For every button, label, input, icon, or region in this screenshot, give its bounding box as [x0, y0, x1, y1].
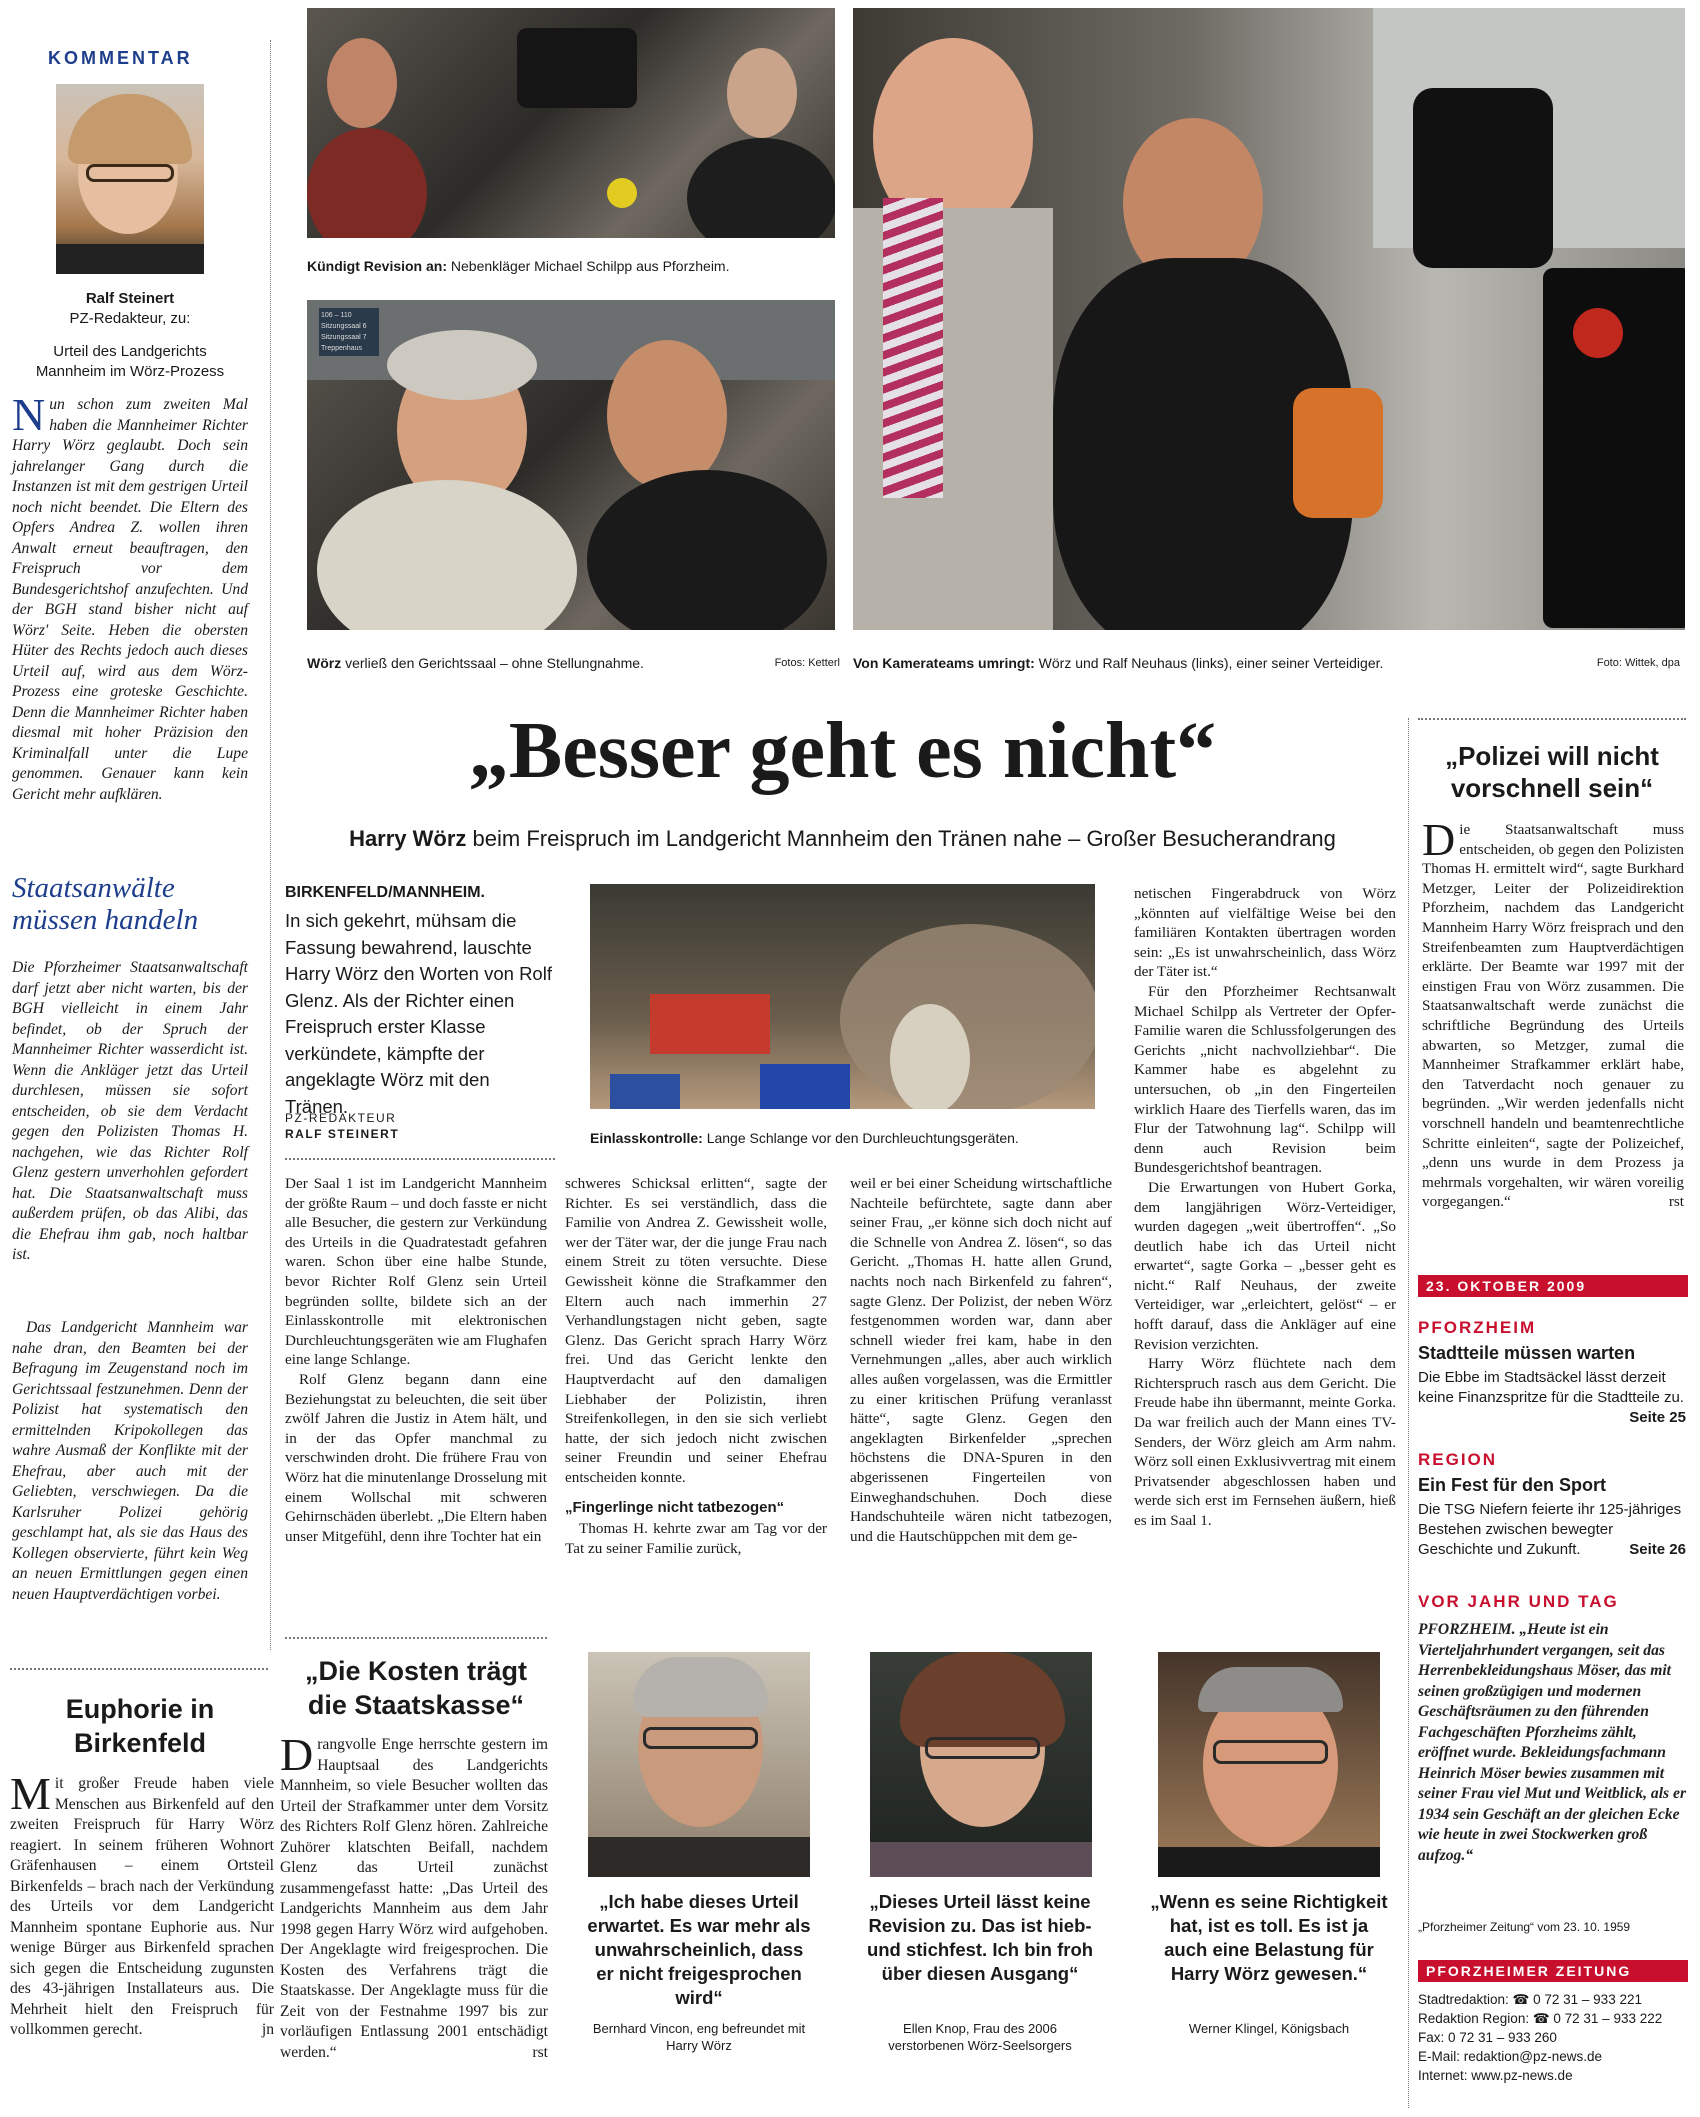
photo-credit-3: Foto: Wittek, dpa — [1596, 657, 1680, 669]
quote-knop-author: Ellen Knop, Frau des 2006 verstorbenen Wörz-Seelsorgers — [888, 2021, 1072, 2053]
divider — [285, 1637, 547, 1639]
main-dateline: BIRKENFELD/MANNHEIM. — [285, 884, 485, 901]
divider — [10, 1668, 268, 1670]
main-subhead: Harry Wörz beim Freispruch im Landgericht Mannheim den Tränen nahe – Großer Besucherandrang — [349, 826, 1336, 851]
photo-caption-center: Einlasskontrolle: Lange Schlange vor den Durchleuchtungsgeräten. — [590, 1130, 1019, 1146]
sidebar-text-1: Die Ebbe im Stadtsäckel lässt derzeit keine Finanzspritze für die Stadtteile zu. Seite 25 — [1418, 1369, 1686, 1426]
comment-subtext-2: Das Landgericht Mannheim war nahe dran, den Beamten bei der Befragung im Zeugenstand noch im Gerichtssaal festzunehmen. Denn der Polizist hat systematisch den ermittelnden Kripokollegen das wahre Ausmaß der Konflikte mit der Ehefrau, aber auch mit der Geliebten, verschwiegen. Da die Karlsruher Polizei gehörig geschlampt hat, als sie das Haus des Kollegen observierte, führt kein Weg an neuen Ermittlungen gegen einen neuen Hauptverdächtigen vorbei. — [12, 1319, 248, 1603]
portrait-knop — [870, 1652, 1092, 1877]
polizei-body: Die Staatsanwaltschaft muss entscheiden, ob gegen den Polizisten Thomas H. ermittelt wird“, sagte Burkhard Metzger, Leiter der Polizeidirektion Pforzheim, nachdem das Landgericht Mannheim Harry Wörz freisprach und den Streifenbeamten zum Hauptverdächtigen erklärte. Der Beamte war 1997 mit der einstigen Frau von Wörz zusammen. Die Staatsanwaltschaft werde zunächst die schriftliche Begründung des Urteils abwarten, so Metzger, zumal die Mannheimer Strafkammer erklärt habe, den Tatverdacht noch genauer zu begründen. „Wir werden jedenfalls nicht vorschnell handeln und beamtenrechtliche Schritte einleiten“, sagte der Polizeichef, „denn uns wurde in dem Prozess ja mehrmals vorgehalten, wir wären voreilig vorgegangen.“ rst — [1422, 814, 1684, 1211]
euphorie-headline: Euphorie in Birkenfeld — [65, 1694, 215, 1758]
kosten-headline: „Die Kosten trägt die Staatskasse“ — [304, 1656, 528, 1720]
signature: rst — [1668, 1193, 1684, 1211]
divider — [270, 40, 271, 1650]
main-headline: „Besser geht es nicht“ — [468, 707, 1217, 795]
photo-camera-teams — [853, 8, 1685, 630]
divider — [285, 1158, 555, 1160]
author-portrait — [56, 84, 204, 274]
portrait-klingel — [1158, 1652, 1380, 1877]
main-col-3: weil er bei einer Scheidung wirtschaftliche Nachteile befürchtete, sagte dann aber seiner Frau, „er könne sich doch nicht auf die Schnelle von Andrea Z. lösen“, so das Gericht. „Thomas H. hatte allen Grund, nachts noch nach Birkenfeld zu fahren“, sagte Glenz. Der Polizist, der neben Wörz festgenommen worden war, dann aber schnell wieder frei kam, habe in den Vernehmungen „alles, aber auch wirklich alles außen vorgelassen, was die Ermittler zu einer kritischen Prüfung veranlasst hätte“, sagte Glenz. Gegen den angeklagten Birkenfelder „sprechen höchstens die DNA-Spuren in den abgerissenen Fingerteilen von Einweghandschuhen. Doch diese Handschuhteile wären nicht tatbezogen, und die Hautschüppchen mit dem ge- — [850, 1175, 1112, 1545]
contact-line: Stadtredaktion: ☎ 0 72 31 – 933 221 — [1418, 1992, 1642, 2007]
sidebar-text-3: PFORZHEIM. „Heute ist ein Vierteljahrhundert vergangen, seit das Herrenbekleidungshaus Möser, das mit seinen großzügigen und modernen Geschäftsräumen zu den führenden Fachgeschäften Pforzheims zählt, eröffnet wurde. Bekleidungsfachmann Heinrich Möser bewies zusammen mit seiner Frau viel Mut und Weitblick, als er 1934 sein Geschäft an der gleichen Ecke wie heute in zwei Stockwerken groß aufzog.“ — [1418, 1621, 1687, 1864]
contact-website[interactable]: Internet: www.pz-news.de — [1418, 2068, 1573, 2083]
contact-line: Fax: 0 72 31 – 933 260 — [1418, 2030, 1557, 2045]
portrait-vincon — [588, 1652, 810, 1877]
date-bar: 23. OKTOBER 2009 — [1418, 1275, 1688, 1297]
main-lead: In sich gekehrt, mühsam die Fassung bewahrend, lauschte Harry Wörz den Worten von Rolf Glenz. Als der Richter einen Freispruch erster Klasse verkündete, kämpfte der angeklagte Wörz mit den Tränen. — [285, 910, 552, 1117]
signature: rst — [532, 2043, 548, 2061]
photo-einlasskontrolle — [590, 884, 1095, 1109]
byline-name: RALF STEINERT — [285, 1127, 400, 1141]
kosten-dropcap: D — [280, 1729, 314, 1780]
comment-subtext-1: Die Pforzheimer Staatsanwaltschaft darf jetzt aber nicht warten, bis der BGH vielleicht in einem Jahr befindet, ob der Spruch der Mannheimer Richter wasserdicht ist. Wenn die Ankläger jetzt das Urteil durchlesen, müssen sie sofort entscheiden, ob sie dem Verdacht gegen den Polizisten Thomas H. nachgehen, wie das Richter Rolf Glenz gestern unverhohlen gefordert hat. Die Staatsanwaltschaft muss außerdem prüfen, ob das Alibi, das die Ehefrau ihm gab, noch haltbar ist. — [12, 959, 248, 1263]
divider — [1418, 718, 1686, 720]
photo-schilpp — [307, 8, 835, 238]
author-role: PZ-Redakteur, zu: — [69, 310, 191, 327]
quote-vincon-author: Bernhard Vincon, eng befreundet mit Harry Wörz — [592, 2021, 806, 2053]
sidebar-text-2: Die TSG Niefern feierte ihr 125-jähriges Bestehen zwischen bewegter Geschichte und Zukunft. Seite 26 — [1418, 1501, 1686, 1558]
quote-knop: „Dieses Urteil lässt keine Revision zu. Das ist hieb- und stichfest. Ich bin froh über diesen Ausgang“ — [866, 1891, 1094, 1984]
photo-woerz-leaving — [307, 300, 835, 630]
euphorie-body: Mit großer Freude haben viele Menschen aus Birkenfeld auf den zweiten Freispruch für Harry Wörz reagiert. In seinem früheren Wohnort Gräfenhausen – einem Ortsteil Birkenfelds – brach nach der Verkündung des Urteils vor dem Landgericht Mannheim spontane Euphorie aus. Nur wenige Bürger aus Birkenfeld sprachen sich gegen die Entscheidung zugunsten des 43-jährigen Installateurs aus. Die Mehrheit hielt den Freispruch für vollkommen gerecht. jn — [10, 1774, 274, 2041]
sidebar-kicker-vor-jahr: VOR JAHR UND TAG — [1418, 1592, 1619, 1611]
divider — [1408, 718, 1409, 2108]
photo-caption-3: Von Kamerateams umringt: Wörz und Ralf Neuhaus (links), einer seiner Verteidiger. — [853, 655, 1384, 671]
kommentar-label: KOMMENTAR — [48, 48, 193, 68]
byline-role: PZ-REDAKTEUR — [285, 1111, 397, 1125]
quote-klingel: „Wenn es seine Richtigkeit hat, ist es toll. Es ist ja auch eine Belastung für Harry Wörz gewesen.“ — [1150, 1891, 1388, 1984]
contact-block — [1418, 1990, 1686, 2085]
sidebar-kicker-region: REGION — [1418, 1450, 1498, 1469]
contact-email[interactable]: E-Mail: redaktion@pz-news.de — [1418, 2049, 1603, 2064]
photo-caption-1: Kündigt Revision an: Nebenkläger Michael Schilpp aus Pforzheim. — [307, 258, 730, 274]
sidebar-page-link[interactable]: Seite 25 — [1629, 1409, 1686, 1426]
main-col-2: schweres Schicksal erlitten“, sagte der Richter. Es sei verständlich, dass die Familie von Andrea Z. Gewissheit wolle, wer der Täter war, der die junge Frau nach einem Streit zu töten versuchte. Diese Gewissheit könne die Strafkammer den Eltern auch nach immerhin 27 Verhandlungstagen nicht geben, sagte Glenz. Das Gericht sprach Harry Wörz frei. Und das Gericht lenkte den Hauptverdacht auf den damaligen Liebhaber der Polizistin, ihren Streifenkollegen, in den sie sich verliebt hatte, der sich jedoch nicht zwischen seiner Freundin und seiner Ehefrau entscheiden konnte. „Fingerlinge nicht tatbezogen“ Thomas H. kehrte zwar am Tag vor der Tat zu seiner Familie zurück, — [565, 1175, 827, 1557]
quote-klingel-author: Werner Klingel, Königsbach — [1188, 2021, 1350, 2036]
sidebar-kicker-pforzheim: PFORZHEIM — [1418, 1318, 1537, 1337]
contact-line: Redaktion Region: ☎ 0 72 31 – 933 222 — [1418, 2011, 1663, 2026]
author-name: Ralf Steinert — [85, 290, 175, 307]
col2-subhead: „Fingerlinge nicht tatbezogen“ — [565, 1498, 785, 1516]
sidebar-source-3: „Pforzheimer Zeitung“ vom 23. 10. 1959 — [1418, 1920, 1631, 1934]
main-col-4: netischen Fingerabdruck von Wörz „könnten auf vielfältige Weise bei den familiären Kontakten übertragen worden sein: „Es ist unwahrscheinlich, dass Wörz der Täter ist.“ Für den Pforzheimer Rechtsanwalt Michael Schilpp als Vertreter der Opfer-Familie waren die Schlussfolgerungen des Gerichts „nicht nachvollziehbar“. Die Kammer habe es abgelehnt zu untersuchen, ob „in den Fingerteilen wirklich Haare des Tierfells waren, das im Flur der Tatwohnung lag“. Schilpp will denn auch Revision beim Bundesgerichtshof beantragen. Die Erwartungen von Hubert Gorka, dem langjährigen Wörz-Verteidiger, wurden dagegen „weit übertroffen“. „So deutlich habe ich das Urteil nicht erwartet“, sagte Gorka – „besser geht es nicht.“ Ralf Neuhaus, der zweite Verteidiger, war „erleichtert, gelöst“ – er hofft darauf, dass die Ankläger auf eine Revision verzichten. Harry Wörz flüchtete nach dem Richterspruch rasch aus dem Gericht. Die Freude habe ihn übermannt, meinte Gorka. Da war freilich auch der Mann eines TV-Senders, der Wörz gleich am Arm nahm. Wörz soll einen Exklusivvertrag mit einem Privatsender abgeschlossen haben und werde sich erst im Fernsehen äußern, hieß es im Saal 1. — [1134, 885, 1396, 1529]
comment-subhead: Staatsanwälte müssen handeln — [12, 872, 199, 936]
polizei-dropcap: D — [1422, 814, 1456, 865]
photo-credit-2: Fotos: Ketterl — [774, 657, 840, 669]
comment-topic: Urteil des Landgerichts Mannheim im Wörz-Prozess — [35, 343, 225, 380]
euphorie-dropcap: M — [10, 1768, 51, 1819]
quote-vincon: „Ich habe dieses Urteil erwartet. Es war mehr als unwahrscheinlich, dass er nicht freigesprochen wird“ — [587, 1891, 811, 2008]
photo-caption-2: Wörz verließ den Gerichtssaal – ohne Stellungnahme. — [307, 655, 644, 671]
sidebar-head-1: Stadtteile müssen warten — [1418, 1343, 1636, 1363]
courtroom-sign: 106 – 110 Sitzungssaal 6 Sitzungssaal 7 Treppenhaus — [319, 308, 379, 356]
signature: jn — [261, 2021, 274, 2038]
sidebar-page-link[interactable]: Seite 26 — [1629, 1541, 1686, 1558]
comment-dropcap: N — [12, 389, 46, 440]
main-col-1: Der Saal 1 ist im Landgericht Mannheim der größte Raum – und doch fasste er nicht alle Besucher, die gestern zur Verkündung des Urteils in die Quadratestadt gefahren waren. Schon über eine halbe Stunde, bevor Richter Rolf Glenz sein Urteil begründen sollte, bildete sich an der Einlasskontrolle mit elektronischen Durchleuchtungsgeräten wie am Flughafen eine lange Schlange. Rolf Glenz begann dann eine Beziehungstat zu beleuchten, die seit über zwölf Jahren die Justiz in Atem hält, und in der das Opfer manchmal zu verschwinden droht. Die frühere Frau von Wörz hat die minutenlange Drosselung mit einem Wollschal mit schweren Gehirnschäden überlebt. „Die Eltern haben unser Mitgefühl, denn ihre Tochter hat ein — [285, 1175, 547, 1545]
sidebar-head-2: Ein Fest für den Sport — [1418, 1475, 1607, 1495]
pz-label-bar: PFORZHEIMER ZEITUNG — [1418, 1960, 1688, 1982]
kosten-body: Drangvolle Enge herrschte gestern im Hauptsaal des Landgerichts Mannheim, so viele Besucher wollten das Urteil der Strafkammer unter dem Vorsitz des Richters Rolf Glenz hören. Zahlreiche Zuhörer klatschten Beifall, nachdem Glenz das Urteil zunächst zusammengefasst hatte: „Das Urteil des Landgerichts Mannheim aus dem Jahr 1998 gegen Harry Wörz wird aufgehoben. Der Angeklagte wird freigesprochen. Die Kosten des Verfahrens trägt die Staatskasse. Der Angeklagte muss für die Zeit von der Festnahme 1997 bis zur vorläufigen Entlassung 2001 entschädigt werden.“ rst — [280, 1735, 548, 2063]
comment-body: Nun schon zum zweiten Mal haben die Mannheimer Richter Harry Wörz geglaubt. Doch sein jahrelanger Gang durch die Instanzen ist mit dem gestrigen Urteil noch nicht beendet. Die Eltern des Opfers Andrea Z. wollen ihren Anwalt erneut beauftragen, den Freispruch vor dem Bundesgerichtshof anzufechten. Und der BGH stand bisher nicht auf Wörz' Seite. Heben die obersten Hüter des Rechts jedoch auch dieses Urteil auf, wird aus dem Wörz-Prozess eine groteske Geschichte. Denn die Mannheimer Richter haben diesmal mit hoher Präzision den Kriminalfall unter die Lupe genommen. Genauer kann kein Gericht mehr aufklären. — [12, 389, 248, 803]
polizei-headline: „Polizei will nicht vorschnell sein“ — [1445, 741, 1659, 803]
